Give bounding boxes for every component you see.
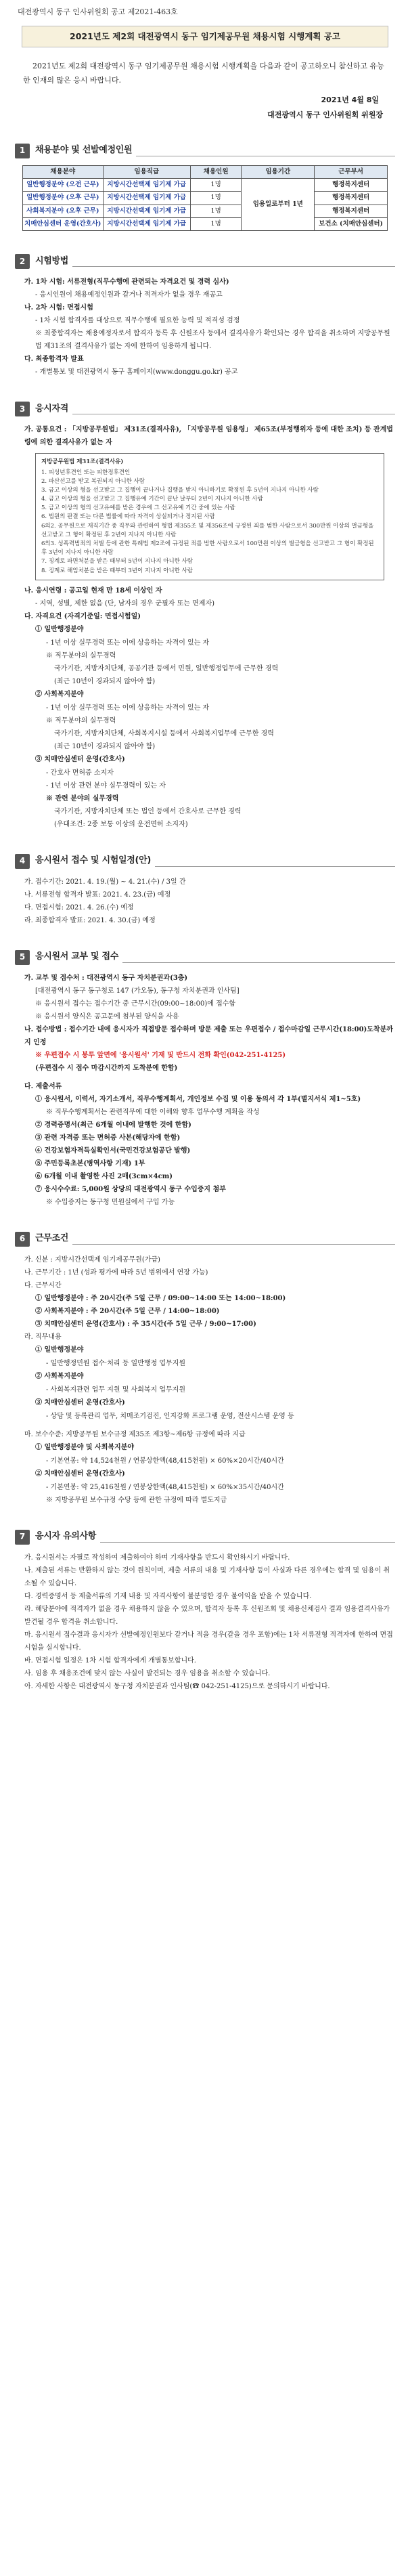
qualification-line: - 1년 이상 관련 분야 실무경력이 있는 자 [46,781,166,790]
section-4-header [15,854,395,869]
table-row [23,218,388,231]
section-5-number: 5 [15,950,30,965]
section-3-intro: 가. 공통요건 : 「지방공무원법」 제31조(결격사유), 「지방공무원 임용령」 제65조(부정행위자 등에 대한 조치) 등 관계법령에 의한 결격사유가 없는 자 [24,426,393,447]
section-3-line: 나. 응시연령 : 공고일 현재 만 18세 이상인 자 [24,586,162,595]
schedule-line: 가. 접수기간: 2021. 4. 19.(월) ~ 4. 21.(수) / 3일 간 [24,878,186,886]
schedule-line: 다. 면접시험: 2021. 4. 26.(수) 예정 [24,903,134,911]
table-cell: 1명 [190,218,241,231]
table-header-row [23,165,388,178]
schedule-line: 나. 서류전형 합격자 발표: 2021. 4. 23.(금) 예정 [24,890,171,899]
application-line: ※ 우편접수 시 봉투 앞면에 '응시원서' 기재 및 반드시 전화 확인(042-251-4125) [35,1051,286,1059]
document-line: ④ 건강보험자격득실확인서(국민건강보험공단 발행) [35,1146,191,1155]
table-cell: 행정복지센터 [315,192,388,205]
application-line: [대전광역시 동구 동구청로 147 (가오동), 동구청 자치분권과 인사팀] [35,987,240,995]
qualification-line: 국가기관, 지방자치단체, 공공기관 등에서 민원, 일반행정업무에 근무한 경력 [54,664,279,672]
table-cell: 사회복지분야 (오후 근무) [23,205,104,217]
duties-title: 라. 직무내용 [24,1333,62,1341]
section-1-title: 채용분야 및 선발예정인원 [35,145,133,156]
pay-line: - 기본연봉: 약 25,416천원 / 연봉상한액(48,415천원) × 60%×35시간/40시간 [46,1483,284,1491]
application-line: 나. 접수방법 : 접수기간 내에 응시자가 직접방문 접수하며 방문 제출 또는 우편접수 / 접수마감일 근무시간(18:00)도착분까지 인정 [24,1025,393,1046]
duty-head: ① 일반행정분야 [35,1346,84,1354]
hours-line: ① 일반행정분야 : 주 20시간(주 5일 근무 / 09:00~14:00 또는 14:00~18:00) [35,1294,286,1302]
section-1-header [15,144,395,158]
table-cell: 지방시간선택제 임기제 가급 [103,205,190,217]
table-cell: 지방시간선택제 임기제 가급 [103,192,190,205]
application-line: ※ 응시원서 양식은 공고문에 첨부된 양식을 사용 [35,1012,179,1021]
qualification-line: 국가기관, 지방자치단체 또는 법인 등에서 간호사로 근무한 경력 [54,807,242,815]
schedule-line: 라. 최종합격자 발표: 2021. 4. 30.(금) 예정 [24,916,156,924]
section-divider [155,866,395,867]
section-3-line: - 지역, 성별, 제한 없음 (단, 남자의 경우 군필자 또는 면제자) [35,599,215,607]
document-line: ③ 관련 자격증 또는 면허증 사본(해당자에 한함) [35,1134,181,1142]
condition-line: 나. 근무기간 : 1년 (성과 평가에 따라 5년 범위에서 연장 가능) [24,1268,208,1276]
table-row [23,192,388,205]
section-2-line: - 응시인원이 채용예정인원과 같거나 적격자가 없을 경우 재공고 [35,291,223,299]
notice-line: 1. 피성년후견인 또는 피한정후견인 [41,469,131,476]
qualification-line: (우대조건: 2종 보통 이상의 운전면허 소지자) [54,820,188,828]
document-line: ① 응시원서, 이력서, 자기소개서, 직무수행계획서, 개인정보 수집 및 이용 동의서 각 1부(별지서식 제1~5호) [35,1095,361,1103]
application-line: (우편접수 시 접수 마감시간까지 도착분에 한함) [35,1064,178,1072]
section-3-line: 다. 자격요건 (자격기준일: 면접시험일) [24,612,141,620]
pay-title: 마. 보수수준: 지방공무원 보수규정 제35조 제3항~제6항 규정에 따라 지급 [24,1430,246,1438]
section-5-header [15,950,395,965]
table-header: 채용분야 [23,165,104,178]
qualification-field-head: ② 사회복지분야 [35,690,84,698]
table-header: 근무부서 [315,165,388,178]
notice-line: 7. 징계로 파면처분을 받은 때부터 5년이 지나지 아니한 사람 [41,558,193,565]
caution-line: 아. 자세한 사항은 대전광역시 동구청 자치분권과 인사팀(☎ 042-251-4125)으로 문의하시기 바랍니다. [24,1682,330,1690]
caution-line: 사. 임용 후 채용조건에 맞지 않는 사실이 발견되는 경우 임용을 취소할 수 있습니다. [24,1669,271,1677]
qualification-field-head: ③ 치매안심센터 운영(간호사) [35,755,125,763]
notice-line: 5. 금고 이상의 형의 선고유예를 받은 경우에 그 선고유예 기간 중에 있는 사람 [41,505,235,512]
section-divider [122,962,395,963]
hours-line: ② 사회복지분야 : 주 20시간(주 5일 근무 / 14:00~18:00) [35,1307,220,1315]
qualification-line: - 간호사 면허증 소지자 [46,769,114,777]
table-cell: 지방시간선택제 임기제 가급 [103,179,190,192]
pay-line: - 기본연봉: 약 14,524천원 / 연봉상한액(48,415천원) × 60%×20시간/40시간 [46,1457,284,1465]
table-cell: 행정복지센터 [315,205,388,217]
qualification-line: - 1년 이상 실무경력 또는 이에 상응하는 자격이 있는 자 [46,704,210,712]
caution-line: 가. 응시원서는 자필로 작성하여 제출하여야 하며 기재사항을 반드시 확인하시기 바랍니다. [24,1553,290,1562]
qualification-line: ※ 직무분야의 실무경력 [46,651,116,660]
section-divider [72,1244,395,1245]
announcement-title: 2021년도 제2회 대전광역시 동구 임기제공무원 채용시험 시행계획 공고 [22,26,388,47]
hours-line: ③ 치매안심센터 운영(간호사) : 주 35시간(주 5일 근무 / 9:00~17:00) [35,1320,256,1328]
condition-line: 가. 신분 : 지방시간선택제 임기제공무원(가급) [24,1255,160,1264]
section-6-title: 근무조건 [35,1233,69,1244]
table-cell: 1명 [190,205,241,217]
table-cell: 1명 [190,192,241,205]
section-2-title: 시험방법 [35,256,69,267]
qualification-line: - 1년 이상 실무경력 또는 이에 상응하는 자격이 있는 자 [46,639,210,647]
application-line: 가. 교부 및 접수처 : 대전광역시 동구 자치분권과(3층) [24,974,188,982]
table-cell: 치매안심센터 운영(간호사) [23,218,104,231]
document-line: ⑤ 주민등록초본(병역사항 기재) 1부 [35,1159,145,1167]
duty-head: ③ 치매안심센터 운영(간호사) [35,1398,125,1407]
section-2-line: ※ 최종합격자는 채용예정자로서 합격자 등록 후 신원조사 등에서 결격사유가 확인되는 경우 합격을 취소하며 지방공무원법 제31조의 결격사유가 없는 자에 한하여 임용하게 됩니다. [35,330,390,351]
section-7-number: 7 [15,1530,30,1545]
documents-title: 다. 제출서류 [24,1082,62,1090]
table-cell: 일반행정분야 (오후 근무) [23,192,104,205]
section-divider [100,1542,395,1543]
section-2-number: 2 [15,254,30,269]
section-4-number: 4 [15,854,30,869]
document-line: ⑦ 응시수수료: 5,000원 상당의 대전광역시 동구 수입증지 첨부 [35,1185,226,1193]
announcement-issuer: 대전광역시 동구 인사위원회 위원장 [267,110,383,119]
announcement-ref: 대전광역시 동구 인사위원회 공고 제2021-463호 [18,7,178,16]
section-2-line: - 개별통보 및 대전광역시 동구 홈페이지(www.donggu.go.kr) 공고 [35,368,238,377]
announcement-date: 2021년 4월 8일 [321,95,379,104]
section-2-line: 나. 2차 시험: 면접시험 [24,304,93,312]
caution-line: 나. 제출된 서류는 반환하지 않는 것이 원칙이며, 제출 서류의 내용 및 기재사항 등이 사실과 다른 경우에는 합격 및 임용이 취소될 수 있습니다. [24,1566,390,1587]
table-cell: 지방시간선택제 임기제 가급 [103,218,190,231]
notice-line: 6의3. 성폭력범죄의 처벌 등에 관한 특례법 제2조에 규정된 죄를 범한 사람으로서 100만원 이상의 벌금형을 선고받고 그 형이 확정된 후 3년이 지나지 아니한 사람 [41,540,374,557]
section-2-line: 가. 1차 시험: 서류전형(직무수행에 관련되는 자격요건 및 경력 심사) [24,278,229,286]
application-line: ※ 응시원서 접수는 접수기간 중 근무시간(09:00~18:00)에 접수함 [35,1000,236,1008]
qualification-line: ※ 직무분야의 실무경력 [46,716,116,725]
pay-line: ① 일반행정분야 및 사회복지분야 [35,1443,135,1451]
disqualification-notice-box [35,453,384,580]
section-1-number: 1 [15,144,30,158]
pay-line: ※ 지방공무원 보수규정 수당 등에 관한 규정에 따라 별도지급 [46,1496,227,1504]
table-cell: 1명 [190,179,241,192]
section-divider [72,266,395,267]
duty-line: - 사회복지관련 업무 지원 및 사회복지 업무지원 [46,1386,185,1394]
notice-line: 2. 파산선고를 받고 복권되지 아니한 사람 [41,477,145,485]
section-3-number: 3 [15,402,30,416]
duty-head: ② 사회복지분야 [35,1372,84,1380]
qualification-line: 국가기관, 지방자치단체, 사회복지시설 등에서 사회복지업무에 근무한 경력 [54,729,274,737]
table-cell-period: 임용일로부터 1년 [242,179,315,231]
table-cell: 일반행정분야 (오전 근무) [23,179,104,192]
notice-line: 6. 법원의 판결 또는 다른 법률에 따라 자격이 상실되거나 정지된 사람 [41,513,215,521]
caution-line: 다. 경력증명서 등 제출서류의 기재 내용 및 자격사항이 불분명한 경우 불이익을 받을 수 있습니다. [24,1592,312,1600]
announcement-intro: 2021년도 제2회 대전광역시 동구 임기제공무원 채용시험 시행계획을 다음과 같이 공고하오니 참신하고 유능한 인재의 많은 응시 바랍니다. [23,62,384,85]
section-5-title: 응시원서 교부 및 접수 [35,951,118,962]
section-3-title: 응시자격 [35,404,69,414]
caution-line: 바. 면접시험 일정은 1차 시험 합격자에게 개별통보합니다. [24,1656,196,1665]
section-7-header [15,1530,395,1545]
table-cell: 행정복지센터 [315,179,388,192]
notice-line: 6의2. 공무원으로 재직기간 중 직무와 관련하여 형법 제355조 및 제356조에 규정된 죄를 범한 사람으로서 300만원 이상의 벌금형을 선고받고 그 형이 확정된 후 2년이 지나지 아니한 사람 [41,522,374,538]
caution-line: 라. 해당분야에 적격자가 없을 경우 채용하지 않을 수 있으며, 합격자 등록 후 신원조회 및 채용신체검사 결과 임용결격사유가 발견될 경우 합격을 취소합니다. [24,1605,390,1626]
document-line: ※ 직무수행계획서는 관련직무에 대한 이해와 향후 업무수행 계획을 작성 [46,1108,260,1116]
table-row [23,205,388,217]
section-2-line: - 1차 시험 합격자를 대상으로 직무수행에 필요한 능력 및 적격성 검정 [35,317,240,325]
section-2-header [15,254,395,269]
duty-line: - 일반행정민원 접수·처리 등 일반행정 업무지원 [46,1359,185,1367]
section-2-line: 다. 최종합격자 발표 [24,356,84,364]
document-line: ※ 수입증지는 동구청 민원실에서 구입 가능 [46,1198,175,1206]
notice-line: 4. 금고 이상의 형을 선고받고 그 집행유예 기간이 끝난 날부터 2년이 지나지 아니한 사람 [41,496,263,503]
duty-line: - 상담 및 등록관리 업무, 치매조기검진, 인지강화 프로그램 운영, 전산시스템 운영 등 [46,1412,294,1420]
document-line: ② 경력증명서(최근 6개월 이내에 발행한 것에 한함) [35,1121,191,1129]
recruitment-table [22,165,388,232]
pay-line: ② 치매안심센터 운영(간호사) [35,1469,125,1478]
section-3-header [15,402,395,416]
table-header: 임용기간 [242,165,315,178]
table-cell: 보건소 (치매안심센터) [315,218,388,231]
qualification-line: (최근 10년이 경과되지 않아야 함) [54,677,156,685]
qualification-line: (최근 10년이 경과되지 않아야 함) [54,742,156,750]
section-4-title: 응시원서 접수 및 시험일정(안) [35,855,152,866]
section-7-title: 응시자 유의사항 [35,1531,97,1542]
section-6-number: 6 [15,1232,30,1247]
table-header: 채용인원 [190,165,241,178]
qualification-line: ※ 관련 분야의 실무경력 [46,794,119,802]
condition-line: 다. 근무시간 [24,1281,62,1289]
table-header: 임용직급 [103,165,190,178]
table-row [23,179,388,192]
document-line: ⑥ 6개월 이내 촬영한 사진 2매(3cm×4cm) [35,1172,173,1180]
notice-line: 8. 징계로 해임처분을 받은 때부터 3년이 지나지 아니한 사람 [41,567,193,574]
qualification-field-head: ① 일반행정분야 [35,625,84,633]
caution-line: 마. 응시원서 접수결과 응시자가 선발예정인원보다 같거나 적을 경우(같을 경우 포함)에는 1차 서류전형 적격자에 한하여 면접시험을 실시합니다. [24,1631,393,1652]
section-6-header [15,1232,395,1247]
notice-title: 지방공무원법 제31조(결격사유) [41,458,124,466]
notice-line: 3. 금고 이상의 형을 선고받고 그 집행이 끝나거나 집행을 받지 아니하기로 확정된 후 5년이 지나지 아니한 사람 [41,486,319,494]
